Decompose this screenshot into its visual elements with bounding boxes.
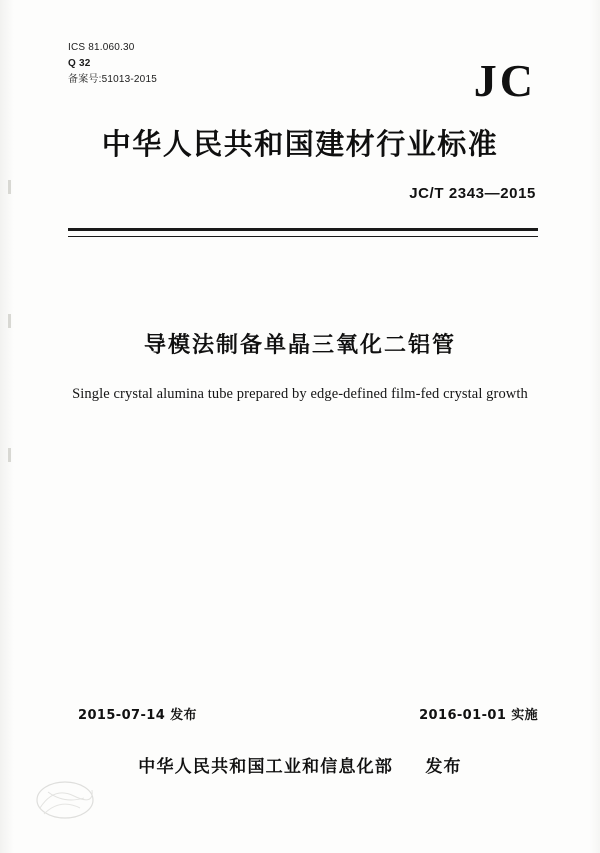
ics-code: ICS 81.060.30 bbox=[68, 42, 135, 53]
margin-tick bbox=[8, 180, 11, 194]
margin-tick bbox=[8, 448, 11, 462]
scan-smudge-stamp bbox=[34, 778, 96, 824]
publisher-line bbox=[0, 752, 600, 777]
document-title-english: Single crystal alumina tube prepared by edge-defined film-fed crystal growth bbox=[72, 386, 528, 402]
document-title-chinese: 导模法制备单晶三氧化二铝管 bbox=[143, 333, 456, 358]
standard-number: JC/T 2343—2015 bbox=[409, 185, 536, 202]
page-title: 中华人民共和国建材行业标准 bbox=[101, 127, 499, 161]
classification-code: Q 32 bbox=[68, 58, 91, 69]
margin-tick-marks bbox=[8, 180, 11, 650]
issue-date: 2015-07-14 发布 bbox=[78, 708, 197, 723]
divider-thick bbox=[68, 228, 538, 231]
margin-tick bbox=[8, 314, 11, 328]
divider-thin bbox=[68, 236, 538, 237]
jc-logo: JC bbox=[473, 55, 536, 106]
record-number: 备案号:51013-2015 bbox=[68, 74, 157, 85]
publisher-action: 发布 bbox=[425, 757, 462, 777]
code-block bbox=[68, 40, 157, 88]
publisher-name: 中华人民共和国工业和信息化部 bbox=[138, 757, 394, 777]
effective-date: 2016-01-01 实施 bbox=[419, 708, 538, 723]
